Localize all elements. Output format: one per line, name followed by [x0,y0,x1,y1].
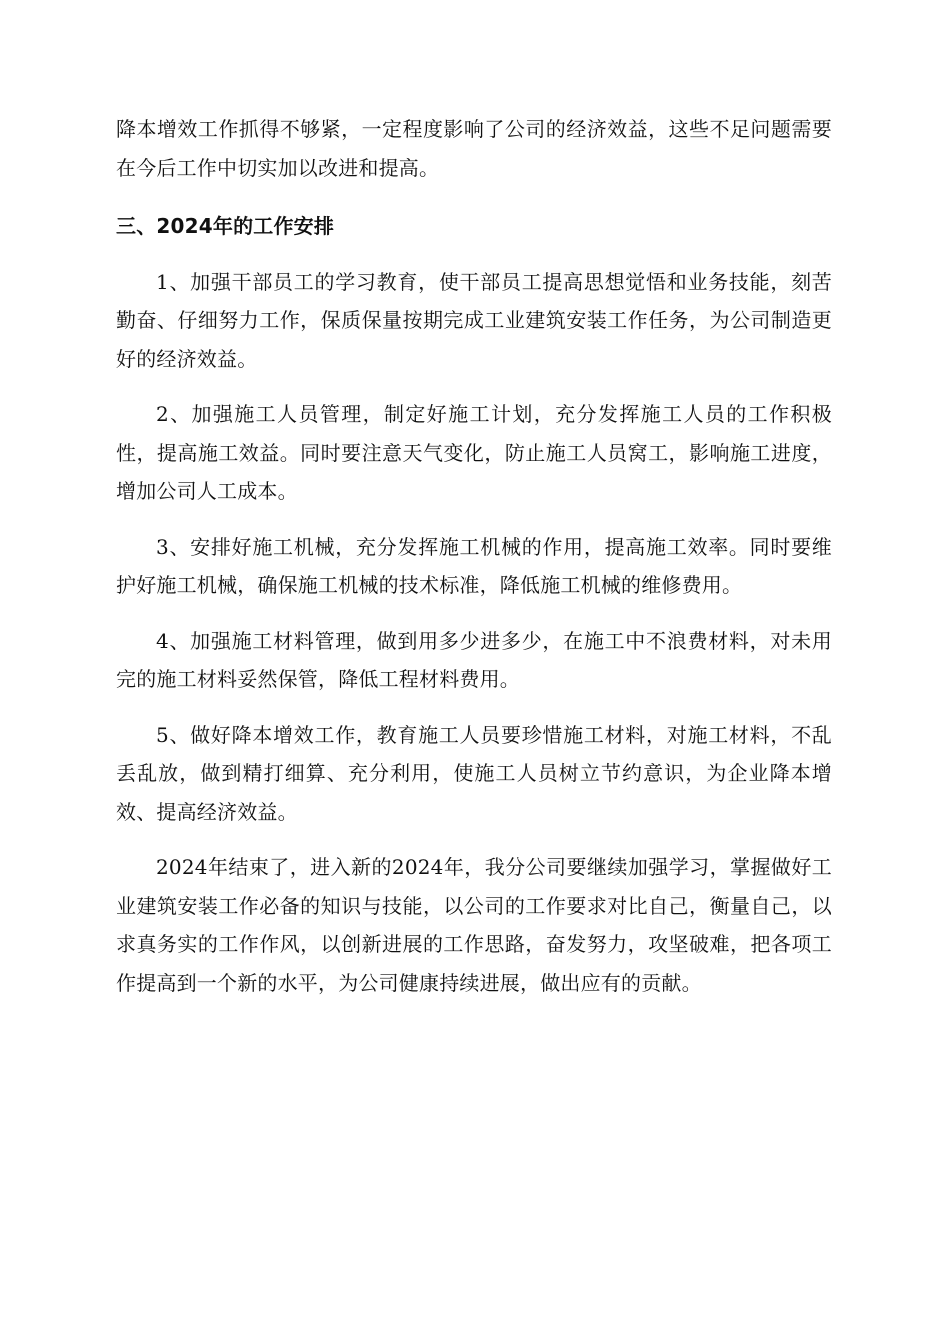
paragraph-item-4: 4、加强施工材料管理，做到用多少进多少，在施工中不浪费材料，对未用完的施工材料妥然保管，降低工程材料费用。 [116,628,832,691]
paragraph-item-1: 1、加强干部员工的学习教育，使干部员工提高思想觉悟和业务技能，刻苦勤奋、仔细努力工作，保质保量按期完成工业建筑安装工作任务，为公司制造更好的经济效益。 [116,269,832,371]
paragraph-item-3: 3、安排好施工机械，充分发挥施工机械的作用，提高施工效率。同时要维护好施工机械，确保施工机械的技术标准，降低施工机械的维修费用。 [116,534,832,597]
document-body [116,110,832,1019]
closing-paragraph: 2024年结束了，进入新的2024年，我分公司要继续加强学习，掌握做好工业建筑安装工作必备的知识与技能，以公司的工作要求对比自己，衡量自己，以求真务实的工作作风，以创新进展的工作思路，奋发努力，攻坚破难，把各项工作提高到一个新的水平，为公司健康持续进展，做出应有的贡献。 [116,855,832,995]
section-heading: 三、2024年的工作安排 [116,214,335,238]
paragraph-item-5: 5、做好降本增效工作，教育施工人员要珍惜施工材料，对施工材料，不乱丢乱放，做到精打细算、充分利用，使施工人员树立节约意识，为企业降本增效、提高经济效益。 [116,722,832,824]
continuation-paragraph: 降本增效工作抓得不够紧，一定程度影响了公司的经济效益，这些不足问题需要在今后工作中切实加以改进和提高。 [116,117,832,180]
paragraph-item-2: 2、加强施工人员管理，制定好施工计划，充分发挥施工人员的工作积极性，提高施工效益。同时要注意天气变化，防止施工人员窝工，影响施工进度，增加公司人工成本。 [116,402,832,503]
